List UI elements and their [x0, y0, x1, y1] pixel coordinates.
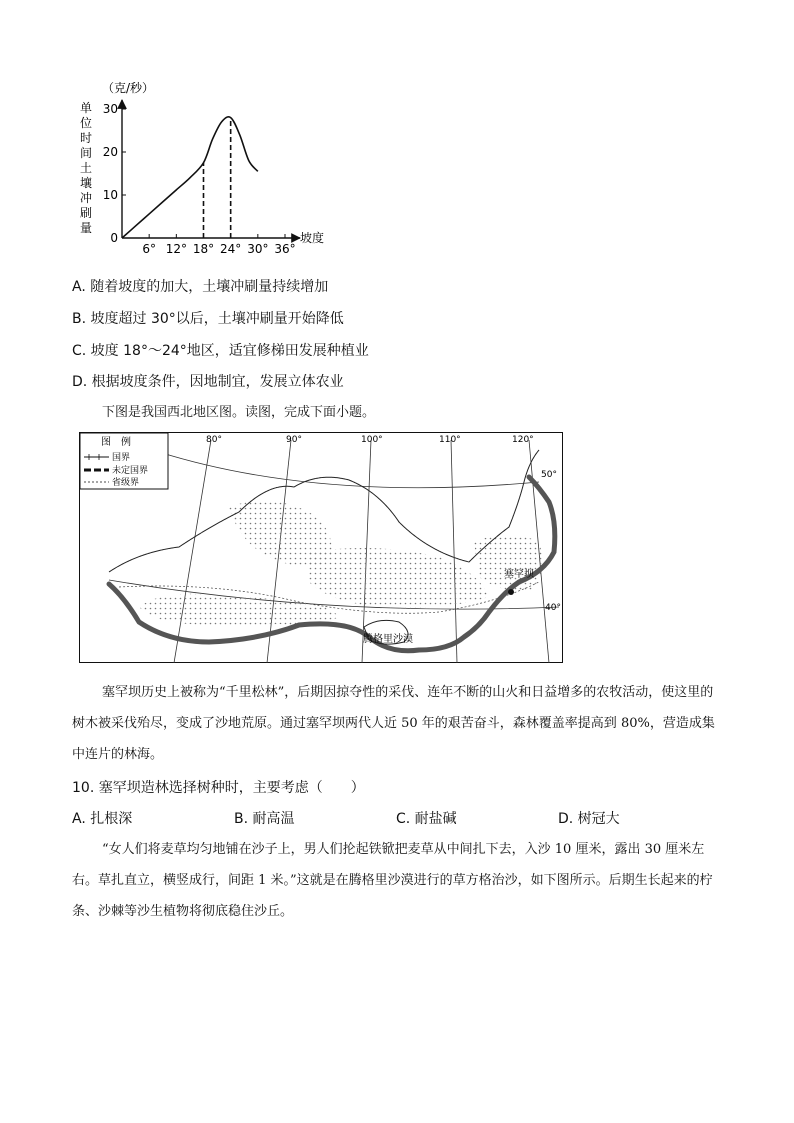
chart-ylabel-char: 单: [80, 101, 93, 115]
q9-option-d: D. 根据坡度条件，因地制宜，发展立体农业: [72, 374, 344, 390]
chart-ylabel-char: 土: [80, 161, 93, 175]
place-saihanba: 塞罕坝: [504, 569, 534, 580]
map-intro: 下图是我国西北地区图。读图，完成下面小题。: [102, 405, 376, 420]
chart-ylabel-char: 时: [80, 131, 93, 145]
chart-ylabel-char: 冲: [80, 191, 93, 205]
q10-stem: 10. 塞罕坝造林选择树种时，主要考虑（ ）: [72, 780, 365, 796]
q10-choice-b: B. 耐高温: [234, 811, 295, 827]
passage-grass-grid: “女人们将麦草均匀地铺在沙子上，男人们抡起铁锨把麦草从中间扎下去，入沙 10 厘米，露出 30 厘米左右。草扎直立，横竖成行，间距 1 米。”这就是在腾格里沙漠进行的草方格治沙，如下图所示。后期生长起来的柠条、沙棘等沙生植物将彻底稳住沙丘。: [72, 842, 713, 919]
chart-ylabel-char: 刷: [80, 206, 93, 220]
legend-undetermined-border: 未定国界: [112, 466, 149, 476]
q10-choice-d: D. 树冠大: [558, 811, 620, 827]
x-tick-label: 36°: [274, 242, 296, 256]
passage-saihanba: 塞罕坝历史上被称为“千里松林”，后期因掠夺性的采伐、连年不断的山火和日益增多的农牧活动，使这里的树木被采伐殆尽，变成了沙地荒原。通过塞罕坝两代人近 50 年的艰苦奋斗，森林覆盖率提高到 80%，营造成集中连片的林海。: [72, 685, 715, 762]
x-tick-label: 12°: [165, 242, 187, 256]
legend-national-border: 国界: [112, 453, 131, 463]
chart-ylabel-char: 间: [80, 146, 93, 160]
q9-option-a: A. 随着坡度的加大，土壤冲刷量持续增加: [72, 279, 329, 295]
soil-erosion-chart: [72, 78, 342, 258]
chart-ylabel: [80, 101, 92, 235]
q10-choice-a: A. 扎根深: [72, 811, 133, 827]
map-legend-title: 图 例: [101, 437, 131, 448]
saihanba-marker: [508, 589, 514, 595]
lon-label-110: 110°: [439, 435, 461, 445]
chart-ylabel-char: 壤: [80, 176, 93, 190]
q9-option-b: B. 坡度超过 30°以后，土壤冲刷量开始降低: [72, 311, 344, 327]
y-tick-label: 0: [110, 231, 118, 245]
lon-label-90: 90°: [286, 435, 302, 445]
x-tick-label: 24°: [220, 242, 242, 256]
chart-unit: （克/秒）: [102, 81, 155, 95]
chart-xlabel: 坡度: [300, 231, 325, 245]
q10-choice-c: C. 耐盐碱: [396, 811, 457, 827]
place-tengger-desert: 腾格里沙漠: [363, 634, 413, 645]
q9-option-c: C. 坡度 18°～24°地区，适宜修梯田发展种植业: [72, 343, 369, 359]
x-tick-label: 6°: [142, 242, 156, 256]
northwest-china-map: [79, 432, 563, 663]
lon-label-120: 120°: [512, 435, 534, 445]
lat-label-50: 50°: [541, 470, 557, 480]
chart-ylabel-char: 量: [80, 221, 93, 235]
chart-ylabel-char: 位: [80, 116, 93, 130]
lon-label-80: 80°: [206, 435, 222, 445]
x-tick-label: 30°: [247, 242, 269, 256]
lat-label-40: 40°: [545, 603, 561, 613]
y-tick-label: 20: [102, 145, 118, 159]
erosion-curve: [122, 117, 258, 238]
y-tick-label: 10: [102, 188, 118, 202]
y-tick-label: 30: [102, 102, 118, 116]
lon-label-100: 100°: [361, 435, 383, 445]
legend-provincial-border: 省级界: [112, 478, 140, 488]
x-tick-label: 18°: [192, 242, 215, 256]
